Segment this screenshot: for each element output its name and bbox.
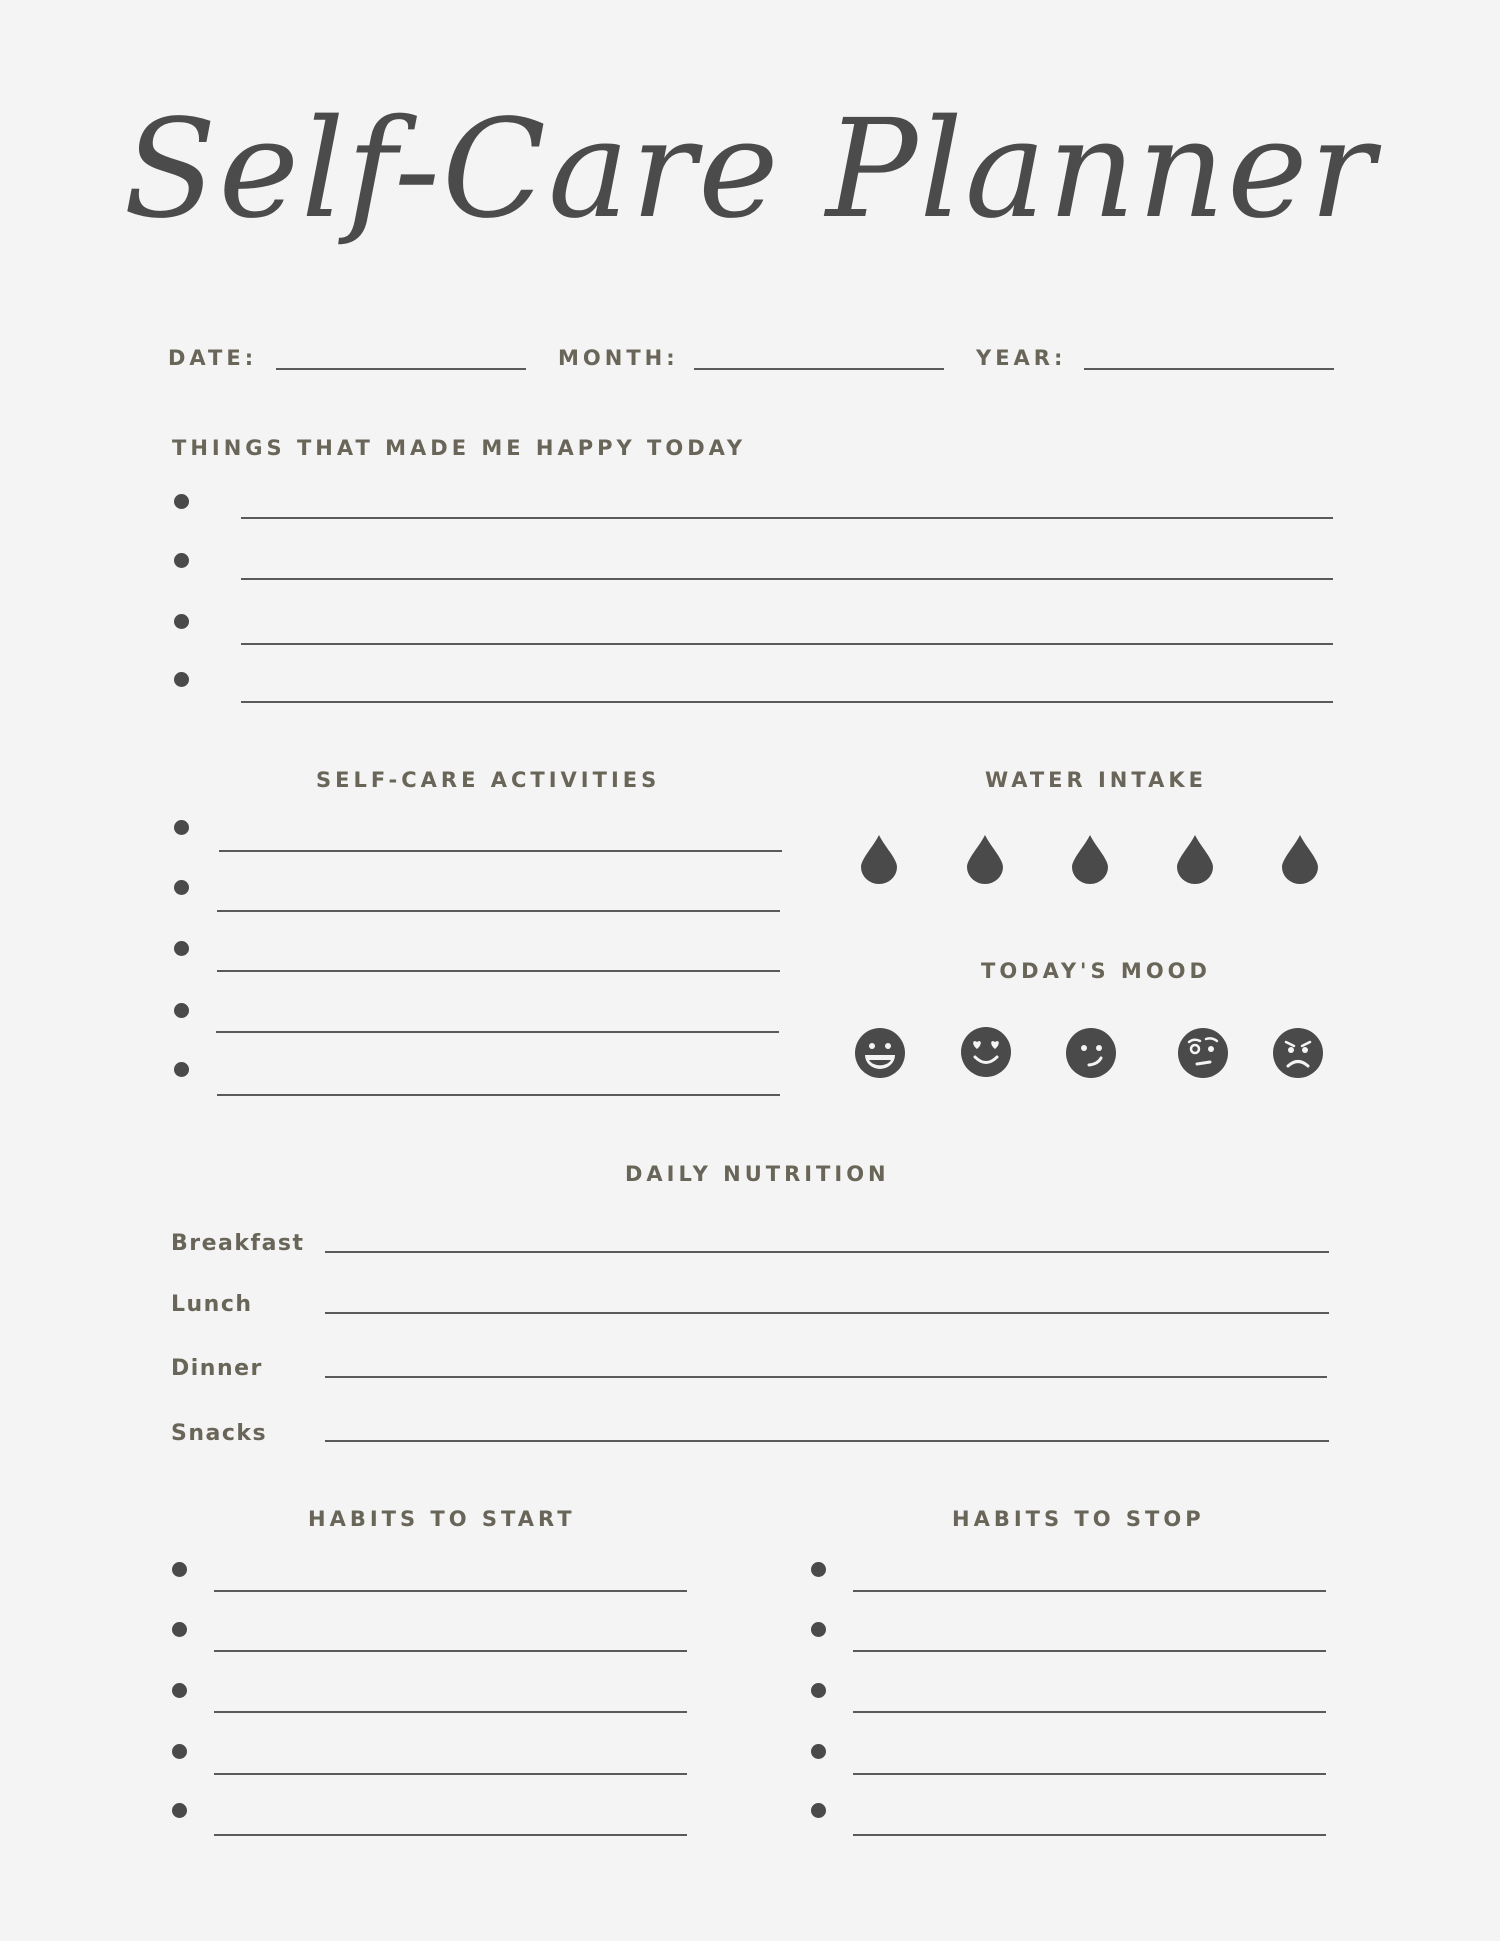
happy-line[interactable]: [241, 578, 1333, 580]
habit-start-line[interactable]: [214, 1773, 687, 1775]
bullet: [172, 1744, 187, 1759]
water-drop-icon[interactable]: [1280, 833, 1320, 885]
habits-stop-heading: HABITS TO STOP: [952, 1507, 1205, 1531]
water-heading: WATER INTAKE: [985, 768, 1207, 792]
bullet: [174, 614, 189, 629]
bullet: [172, 1562, 187, 1577]
water-drop-icon[interactable]: [965, 833, 1005, 885]
water-drop-icon[interactable]: [1070, 833, 1110, 885]
year-label: YEAR:: [976, 346, 1067, 370]
habit-start-line[interactable]: [214, 1650, 687, 1652]
habit-start-line[interactable]: [214, 1590, 687, 1592]
bullet: [172, 1803, 187, 1818]
happy-line[interactable]: [241, 701, 1333, 703]
activity-line[interactable]: [217, 970, 780, 972]
bullet: [811, 1562, 826, 1577]
habit-stop-line[interactable]: [853, 1834, 1326, 1836]
bullet: [174, 1003, 189, 1018]
heart-eyes-face-icon[interactable]: [960, 1026, 1012, 1078]
activity-line[interactable]: [216, 1031, 779, 1033]
page-title: Self-Care Planner: [123, 91, 1377, 249]
habit-stop-line[interactable]: [853, 1711, 1326, 1713]
bullet: [174, 820, 189, 835]
water-drop-icon[interactable]: [859, 833, 899, 885]
month-line[interactable]: [694, 368, 944, 370]
lunch-label: Lunch: [171, 1292, 253, 1317]
happy-heading: THINGS THAT MADE ME HAPPY TODAY: [172, 436, 747, 460]
bullet: [174, 1062, 189, 1077]
habit-start-line[interactable]: [214, 1834, 687, 1836]
mood-heading: TODAY'S MOOD: [981, 959, 1211, 983]
bullet: [811, 1683, 826, 1698]
habit-stop-line[interactable]: [853, 1650, 1326, 1652]
dinner-line[interactable]: [325, 1376, 1327, 1378]
habit-stop-line[interactable]: [853, 1590, 1326, 1592]
bullet: [174, 941, 189, 956]
activities-heading: SELF-CARE ACTIVITIES: [316, 768, 661, 792]
water-drop-icon[interactable]: [1175, 833, 1215, 885]
date-line[interactable]: [276, 368, 526, 370]
date-label: DATE:: [168, 346, 258, 370]
smirking-face-icon[interactable]: [1065, 1027, 1117, 1079]
activity-line[interactable]: [217, 1094, 780, 1096]
lunch-line[interactable]: [325, 1312, 1329, 1314]
bullet: [811, 1744, 826, 1759]
skeptical-face-icon[interactable]: [1177, 1027, 1229, 1079]
bullet: [172, 1622, 187, 1637]
activity-line[interactable]: [217, 910, 780, 912]
activity-line[interactable]: [219, 850, 782, 852]
sad-face-icon[interactable]: [1272, 1027, 1324, 1079]
bullet: [174, 494, 189, 509]
grinning-face-icon[interactable]: [854, 1027, 906, 1079]
year-line[interactable]: [1084, 368, 1334, 370]
happy-line[interactable]: [241, 517, 1333, 519]
bullet: [172, 1683, 187, 1698]
habit-start-line[interactable]: [214, 1711, 687, 1713]
bullet: [811, 1803, 826, 1818]
bullet: [174, 553, 189, 568]
snacks-line[interactable]: [325, 1440, 1329, 1442]
happy-line[interactable]: [241, 643, 1333, 645]
bullet: [811, 1622, 826, 1637]
habits-start-heading: HABITS TO START: [308, 1507, 576, 1531]
breakfast-line[interactable]: [325, 1251, 1329, 1253]
snacks-label: Snacks: [171, 1421, 268, 1446]
bullet: [174, 880, 189, 895]
dinner-label: Dinner: [171, 1356, 263, 1381]
habit-stop-line[interactable]: [853, 1773, 1326, 1775]
breakfast-label: Breakfast: [171, 1231, 305, 1256]
nutrition-heading: DAILY NUTRITION: [625, 1162, 890, 1186]
bullet: [174, 672, 189, 687]
month-label: MONTH:: [558, 346, 679, 370]
